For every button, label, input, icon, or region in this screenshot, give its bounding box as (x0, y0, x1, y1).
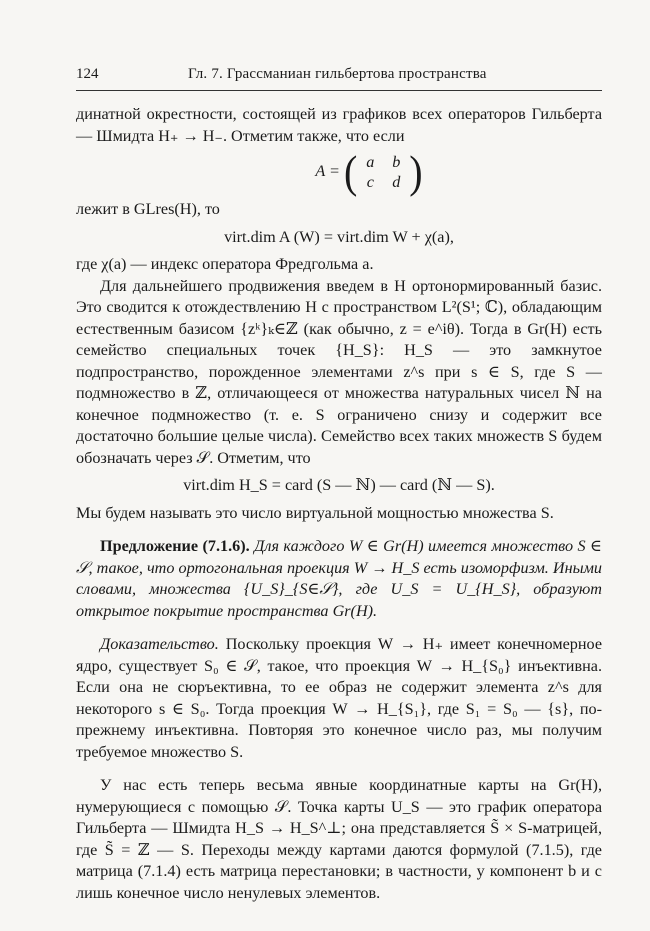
formula-card: virt.dim H_S = card (S — ℕ) — card (ℕ — S). (183, 476, 495, 494)
proof-heading: Доказательство. (100, 635, 219, 653)
paragraph-charts: У нас есть теперь весьма явные координатные карты на Gr(H), нумерующиеся с помощью 𝒮. Точка карты U_S — это график оператора Гильберта — Шмидта H_S → H_S^⊥; она представляется S̃ × S-матрицей, где S̃ = ℤ — S. Переходы между картами даются формулой (7.1.5), где матрица (7.1.4) есть матрица перестановки; в частности, у компонент b и c лишь конечное число ненулевых элементов. (76, 776, 602, 902)
running-header (76, 66, 602, 88)
left-paren: ( (343, 145, 358, 198)
running-title: Гл. 7. Грассманиан гильбертова пространства (188, 66, 487, 82)
proposition-body: Для каждого W ∈ Gr(H) имеется множество S ∈ 𝒮, такое, что ортогональная проекция W → H_S есть изоморфизм. Иными словами, множества {U_S}_{S∈𝒮}, где U_S = U_{H_S}, образуют открытое покрытие пространства Gr(H). (76, 537, 602, 620)
page (76, 66, 603, 902)
paragraph-basis: Для дальнейшего продвижения введем в H ортонормированный базис. Это сводится к отождествлению H с пространством L²(S¹; ℂ), обладающим естественным базисом {zᵏ}ₖ∈ℤ (как обычно, z = e^iθ). Тогда в Gr(H) есть семейство специальных точек {H_S}: H_S — это замкнутое подпространство, порожденное элементами z^s при s ∈ S, где S — подмножество в ℤ, отличающееся от множества натуральных чисел ℕ на конечное подмножество (т. е. S ограничено снизу и содержит все достаточно большие целые числа). Семейство всех таких множеств S будем обозначать через 𝒮. Отметим, что (76, 276, 602, 467)
formula-virt-dim: virt.dim A (W) = virt.dim W + χ(a), (224, 227, 454, 246)
matrix-entry-a: a (366, 153, 375, 171)
paragraph-virtual-cardinality: Мы будем называть это число виртуальной мощностью множества S. (76, 503, 554, 522)
paragraph-index: где χ(a) — индекс оператора Фредгольма a. (76, 255, 374, 273)
matrix-lhs: A = (315, 162, 340, 181)
page-number: 124 (76, 66, 99, 82)
matrix-entries (357, 152, 409, 192)
paragraph-continuation: динатной окрестности, состоящей из графиков всех операторов Гильберта — Шмидта H₊ → H₋. Отметим также, что если (76, 105, 602, 145)
proof (76, 634, 602, 763)
right-paren: ) (409, 145, 423, 198)
paragraph-lies-in: лежит в GLres(H), то (76, 200, 220, 218)
matrix-entry-d: d (392, 173, 401, 191)
proof-body: Поскольку проекция W → H₊ имеет конечномерное ядро, существует S₀ ∈ 𝒮, такое, что проекция W → H_{S₀} инъективна. Если она не сюръективна, то ее образ не содержит элемента z^s для некоторого s ∈ S₀. Тогда проекция W → H_{S₁}, где S₁ = S₀ — {s}, по-прежнему инъективна. Повторяя это конечное число раз, мы получим требуемое множество S. (76, 635, 603, 761)
header-rule (76, 90, 602, 91)
proposition (76, 536, 602, 622)
proposition-heading: Предложение (7.1.6). (100, 537, 250, 555)
page-body (76, 104, 602, 904)
matrix-formula (136, 145, 602, 198)
matrix-entry-c: c (366, 173, 374, 191)
matrix-entry-b: b (392, 153, 401, 171)
